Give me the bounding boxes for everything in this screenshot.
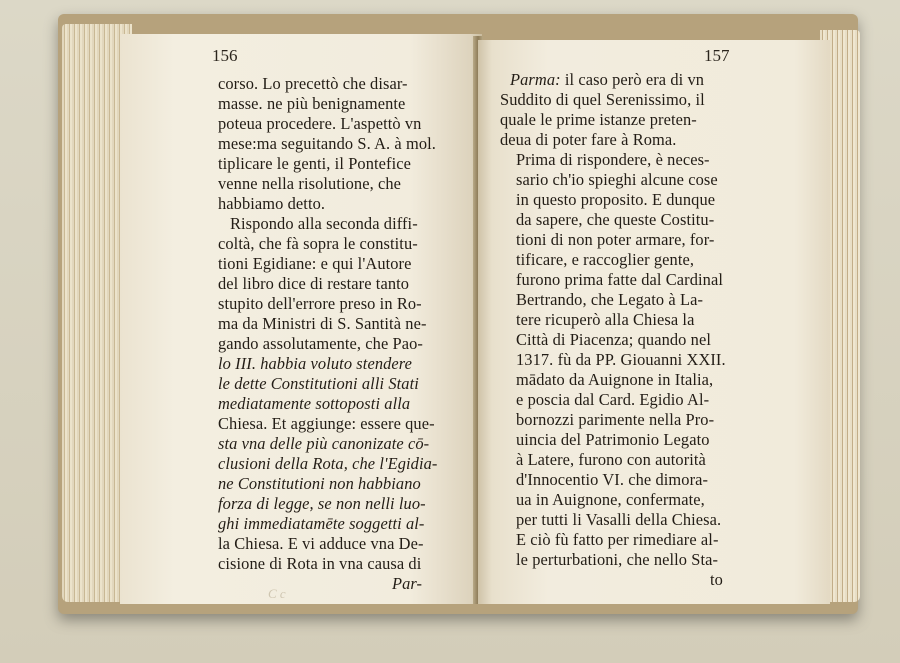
text-line: ghi immediatamēte soggetti al-: [218, 514, 425, 533]
text-line: Chiesa. Et aggiunge: essere que-: [218, 414, 435, 433]
left-page-text: [120, 34, 482, 604]
text-line: le dette Constitutioni alli Stati: [218, 374, 419, 393]
catchword: to: [710, 570, 723, 589]
text-line: ma da Ministri di S. Santità ne-: [218, 314, 427, 333]
right-page: [478, 40, 830, 604]
text-line: masse. ne più benignamente: [218, 94, 406, 113]
left-page: [120, 34, 482, 604]
text-line: tioni di non poter armare, for-: [516, 230, 715, 249]
text-line: à Latere, furono con autorità: [516, 450, 706, 469]
text-line: coltà, che fà sopra le constitu-: [218, 234, 418, 253]
text-line: mādato da Auignone in Italia,: [516, 370, 714, 389]
text-line: Suddito di quel Serenissimo, il: [500, 90, 705, 109]
text-line: Prima di rispondere, è neces-: [516, 150, 710, 169]
text-line: venne nella risolutione, che: [218, 174, 402, 193]
page-number-left: 156: [212, 46, 238, 65]
text-line: sario ch'io spieghi alcune cose: [516, 170, 718, 189]
text-line: lo III. habbia voluto stendere: [218, 354, 413, 373]
text-line: tificare, e raccoglier gente,: [516, 250, 695, 269]
text-line: cisione di Rota in vna causa di: [218, 554, 422, 573]
text-line: bornozzi parimente nella Pro-: [516, 410, 715, 429]
text-line: poteua procedere. L'aspettò vn: [218, 114, 422, 133]
text-line: tiplicare le genti, il Pontefice: [218, 154, 411, 173]
text-line: Rispondo alla seconda diffi-: [230, 214, 418, 233]
text-line: deua di poter fare à Roma.: [500, 130, 677, 149]
page-number-right: 157: [704, 46, 730, 65]
text-line: mediatamente sottoposti alla: [218, 394, 411, 413]
text-line: stupito dell'errore preso in Ro-: [218, 294, 422, 313]
right-page-text: [478, 40, 830, 604]
show-through-text: C c: [268, 586, 286, 601]
text-line: da sapere, che queste Costitu-: [516, 210, 715, 229]
text-line: in questo proposito. E dunque: [516, 190, 716, 209]
text-line: mese:ma seguitando S. A. à mol.: [218, 134, 436, 153]
text-line: Bertrando, che Legato à La-: [516, 290, 703, 309]
text-line: E ciò fù fatto per rimediare al-: [516, 530, 719, 549]
text-line: ua in Auignone, confermate,: [516, 490, 705, 509]
text-line: furono prima fatte dal Cardinal: [516, 270, 723, 289]
text-line: per tutti li Vasalli della Chiesa.: [516, 510, 722, 529]
catchword: Par-: [392, 574, 423, 593]
text-line: tioni Egidiane: e qui l'Autore: [218, 254, 412, 273]
text-line: Città di Piacenza; quando nel: [516, 330, 711, 349]
text-line: sta vna delle più canonizate cō-: [218, 434, 430, 453]
text-line: le perturbationi, che nello Sta-: [516, 550, 719, 569]
text-line: clusioni della Rota, che l'Egidia-: [218, 454, 438, 473]
text-line-italic-part: Parma:: [510, 70, 561, 89]
text-line: ne Constitutioni non habbiano: [218, 474, 421, 493]
text-line-rest: il caso però era di vn: [560, 70, 705, 89]
text-line: d'Innocentio VI. che dimora-: [516, 470, 709, 489]
text-line: tere ricuperò alla Chiesa la: [516, 310, 695, 329]
text-line: del libro dice di restare tanto: [218, 274, 410, 293]
text-line: [510, 70, 704, 90]
text-line: uincia del Patrimonio Legato: [516, 430, 710, 449]
text-line: gando assolutamente, che Pao-: [218, 334, 423, 353]
text-line: forza di legge, se non nelli luo-: [218, 494, 426, 513]
text-line: quale le prime istanze preten-: [500, 110, 697, 129]
text-line: la Chiesa. E vi adduce vna De-: [218, 534, 424, 553]
text-line: corso. Lo precettò che disar-: [218, 74, 408, 93]
text-line: 1317. fù da PP. Giouanni XXII.: [516, 350, 726, 369]
text-line: e poscia dal Card. Egidio Al-: [516, 390, 710, 409]
text-line: habbiamo detto.: [218, 194, 326, 213]
